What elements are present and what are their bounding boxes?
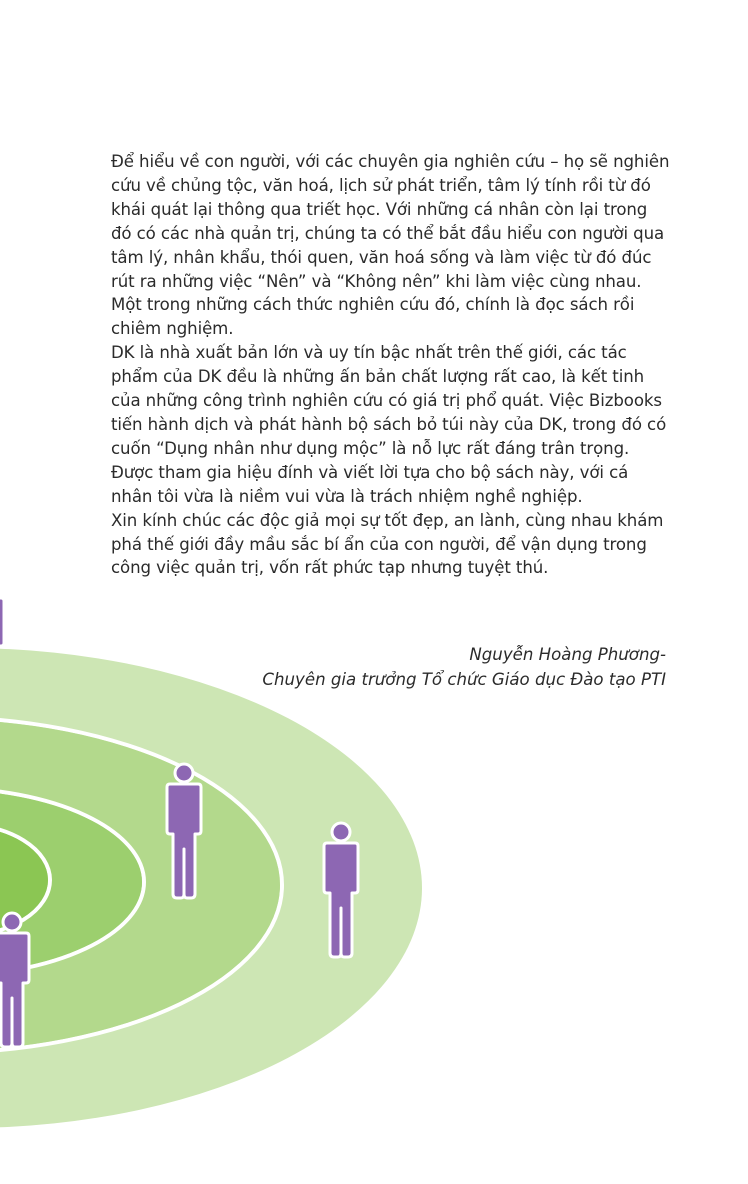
signature-name: Nguyễn Hoàng Phương- (469, 645, 666, 664)
person-icon-middle (167, 764, 201, 898)
paragraph: Xin kính chúc các độc giả mọi sự tốt đẹp, an lành, cùng nhau khám phá thế giới đầy mầu sắc bí ẩn của con người, để vận dụng trong công việc quản trị, vốn rất phức tạp nhưng tuyệt thú. (111, 510, 664, 578)
foreword-text (111, 150, 671, 580)
paragraph: Một trong những cách thức nghiên cứu đó, chính là đọc sách rồi chiêm nghiệm. (111, 295, 635, 339)
signature-role: Chuyên gia trưởng Tổ chức Giáo dục Đào tạo PTI (262, 670, 666, 689)
paragraph: Để hiểu về con người, với các chuyên gia nghiên cứu – họ sẽ nghiên cứu về chủng tộc, văn hoá, lịch sử phát triển, tâm lý tính rồi từ đó khái quát lại thông qua triết học. Với những cá nhân còn lại trong đó có các nhà quản trị, chúng ta có thể bắt đầu hiểu con người qua tâm lý, nhân khẩu, thói quen, văn hoá sống và làm việc từ đó đúc rút ra những việc “Nên” và “Không nên” khi làm việc cùng nhau. (111, 152, 670, 291)
person-icon-edge (0, 598, 4, 646)
person-icon-right (324, 823, 358, 957)
signature (200, 642, 666, 692)
paragraph: DK là nhà xuất bản lớn và uy tín bậc nhất trên thế giới, các tác phẩm của DK đều là những ấn bản chất lượng rất cao, là kết tinh của những công trình nghiên cứu có giá trị phổ quát. Việc Bizbooks tiến hành dịch và phát hành bộ sách bỏ túi này của DK, trong đó có cuốn “Dụng nhân như dụng mộc” là nỗ lực rất đáng trân trọng. Được tham gia hiệu đính và viết lời tựa cho bộ sách này, với cá nhân tôi vừa là niềm vui vừa là trách nhiệm nghề nghiệp. (111, 343, 667, 506)
